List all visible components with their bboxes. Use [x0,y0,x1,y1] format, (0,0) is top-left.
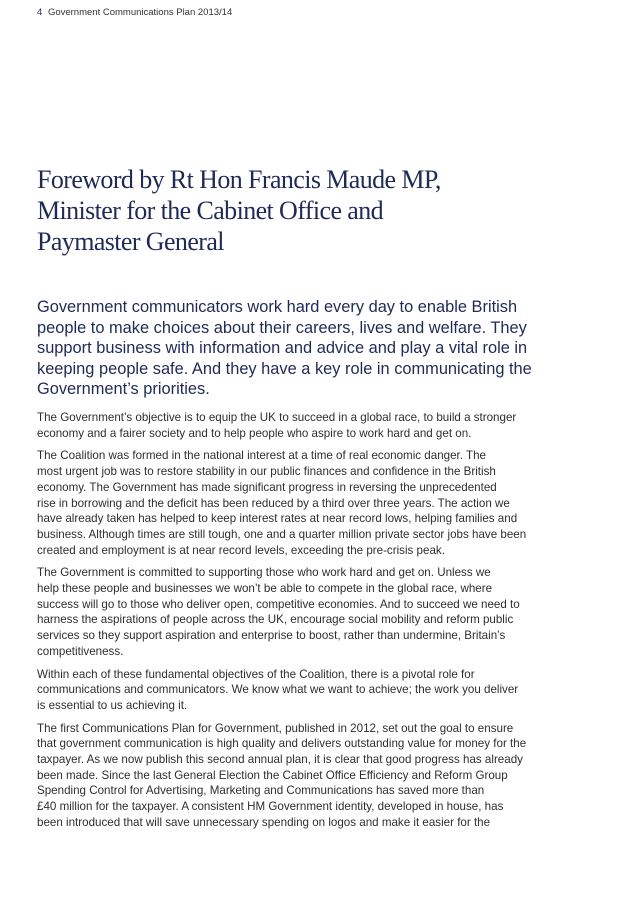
body-line: £40 million for the taxpayer. A consistent HM Government identity, developed in house, has [37,800,504,814]
body-line: taxpayer. As we now publish this second annual plan, it is clear that good progress has already [37,753,523,767]
lead-line: keeping people safe. And they have a key role in communicating the [37,359,532,378]
running-header [37,7,232,18]
body-line: help these people and businesses we won’t be able to compete in the global race, where [37,582,493,596]
body-line: is essential to us achieving it. [37,698,188,712]
body-line: economy. The Government has made significant progress in reversing the unprecedented [37,480,497,494]
body-line: business. Although times are still tough, one and a quarter million private sector jobs have been [37,527,527,541]
body-line: economy and a fairer society and to help people who aspire to work hard and get on. [37,426,472,440]
body-line: been made. Since the last General Election the Cabinet Office Efficiency and Reform Group [37,768,508,782]
body-line: success will go to those who deliver open, competitive economies. And to succeed we need to [37,597,520,611]
body-line: competitiveness. [37,644,124,658]
body-text [37,410,607,838]
body-line: been introduced that will save unnecessary spending on logos and make it easier for the [37,815,491,829]
body-paragraph-3 [37,565,607,659]
body-line: rise in borrowing and the deficit has been reduced by a third over three years. The action we [37,496,510,510]
body-paragraph-4 [37,667,607,714]
body-line: have already taken has helped to keep interest rates at near record lows, helping families and [37,512,518,526]
body-line: services so they support aspiration and enterprise to boost, rather than undermine, Britain’s [37,629,506,643]
page-number: 4 [37,7,43,18]
body-paragraph-5 [37,721,607,831]
page-title [37,164,597,257]
lead-paragraph [37,297,597,400]
body-line: Within each of these fundamental objectives of the Coalition, there is a pivotal role for [37,667,475,681]
body-line: The Coalition was formed in the national interest at a time of real economic danger. The [37,449,486,463]
lead-line: support business with information and advice and play a vital role in [37,339,528,358]
body-line: Spending Control for Advertising, Marketing and Communications has saved more than [37,784,485,798]
running-title: Government Communications Plan 2013/14 [47,7,233,18]
lead-line: people to make choices about their careers, lives and welfare. They [37,318,527,337]
title-line: Foreword by Rt Hon Francis Maude MP, [37,165,441,194]
body-line: communications and communicators. We know what we want to achieve; the work you deliver [37,683,519,697]
body-line: The first Communications Plan for Government, published in 2012, set out the goal to ensure [37,721,514,735]
body-line: created and employment is at near record levels, exceeding the pre-crisis peak. [37,543,445,557]
lead-line: Government’s priorities. [37,380,210,399]
body-line: The Government is committed to supporting those who work hard and get on. Unless we [37,566,491,580]
body-line: most urgent job was to restore stability in our public finances and confidence in the British [37,465,496,479]
body-line: harness the aspirations of people across the UK, encourage social mobility and reform public [37,613,514,627]
title-line: Minister for the Cabinet Office and [37,196,384,225]
body-paragraph-2 [37,448,607,558]
body-line: that government communication is high quality and delivers outstanding value for money for the [37,737,527,751]
title-line: Paymaster General [37,227,224,256]
body-line: The Government’s objective is to equip the UK to succeed in a global race, to build a stronger [37,411,517,424]
body-paragraph-1 [37,410,607,441]
lead-line: Government communicators work hard every day to enable British [37,298,518,316]
